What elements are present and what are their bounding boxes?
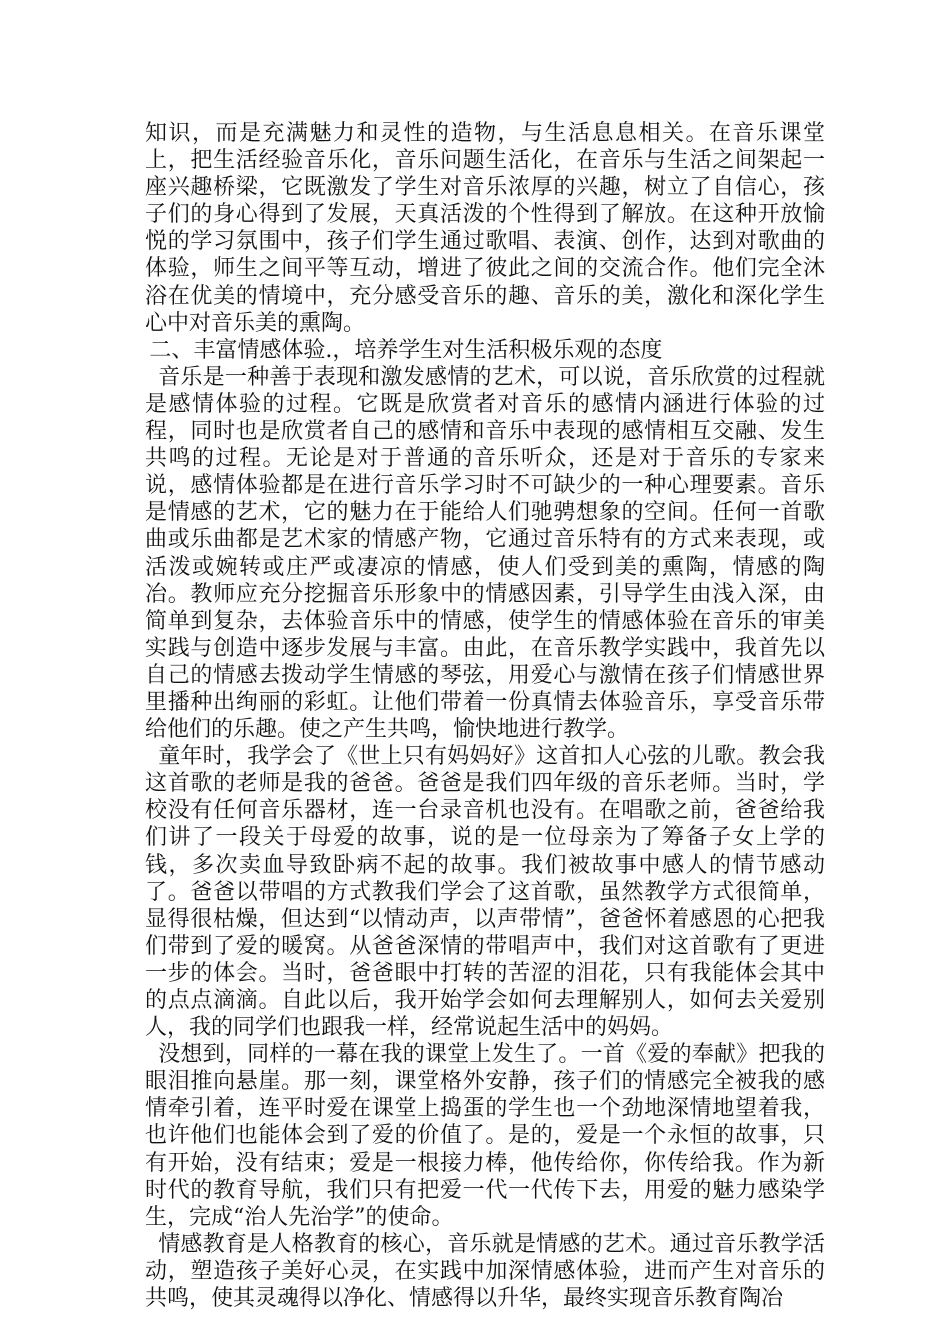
body-paragraph-emotion: 音乐是一种善于表现和激发感情的艺术，可以说，音乐欣赏的过程就是感情体验的过程。它既是欣赏者对音乐的感情内涵进行体验的过程，同时也是欣赏者自己的感情和音乐中表现的感情相互交融、发生共鸣的过程。无论是对于普通的音乐听众，还是对于音乐的专家来说，感情体验都是在进行音乐学习时不可缺少的一种心理要素。音乐是情感的艺术，它的魅力在于能给人们驰骋想象的空间。任何一首歌曲或乐曲都是艺术家的情感产物，它通过音乐特有的方式来表现，或活泼或婉转或庄严或凄凉的情感，使人们受到美的熏陶，情感的陶冶。教师应充分挖掘音乐形象中的情感因素，引导学生由浅入深，由简单到复杂，去体验音乐中的情感，使学生的情感体验在音乐的审美实践与创造中逐步发展与丰富。由此，在音乐教学实践中，我首先以自己的情感去拨动学生情感的琴弦，用爱心与激情在孩子们情感世界里播种出绚丽的彩虹。让他们带着一份真情去体验音乐，享受音乐带给他们的乐趣。使之产生共鸣，愉快地进行教学。 bbox=[145, 364, 825, 743]
document-page bbox=[145, 120, 825, 1312]
body-paragraph-continuation: 知识，而是充满魅力和灵性的造物，与生活息息相关。在音乐课堂上，把生活经验音乐化，音乐问题生活化，在音乐与生活之间架起一座兴趣桥梁，它既激发了学生对音乐浓厚的兴趣，树立了自信心，孩子们的身心得到了发展，天真活泼的个性得到了解放。在这种开放愉悦的学习氛围中，孩子们学生通过歌唱、表演、创作，达到对歌曲的体验，师生之间平等互动，增进了彼此之间的交流合作。他们完全沐浴在优美的情境中，充分感受音乐的趣、音乐的美，激化和深化学生心中对音乐美的熏陶。 bbox=[145, 121, 825, 336]
body-paragraph-childhood: 童年时，我学会了《世上只有妈妈好》这首扣人心弦的儿歌。教会我这首歌的老师是我的爸爸。爸爸是我们四年级的音乐老师。当时，学校没有任何音乐器材，连一台录音机也没有。在唱歌之前，爸爸给我们讲了一段关于母爱的故事，说的是一位母亲为了筹备子女上学的钱，多次卖血导致卧病不起的故事。我们被故事中感人的情节感动了。爸爸以带唱的方式教我们学会了这首歌，虽然教学方式很简单，显得很枯燥，但达到“以情动声，以声带情”，爸爸怀着感恩的心把我们带到了爱的暖窝。从爸爸深情的带唱声中，我们对这首歌有了更进一步的体会。当时，爸爸眼中打转的苦涩的泪花，只有我能体会其中的点点滴滴。自此以后，我开始学会如何去理解别人，如何去关爱别人，我的同学们也跟我一样，经常说起生活中的妈妈。 bbox=[145, 744, 825, 1041]
body-paragraph-classroom: 没想到，同样的一幕在我的课堂上发生了。一首《爱的奉献》把我的眼泪推向悬崖。那一刻，课堂格外安静，孩子们的情感完全被我的感情牵引着，连平时爱在课堂上捣蛋的学生也一个劲地深情地望着我，也许他们也能体会到了爱的价值了。是的，爱是一个永恒的故事，只有开始，没有结束；爱是一根接力棒，他传给你，你传给我。作为新时代的教育导航，我们只有把爱一代一代传下去，用爱的魅力感染学生，完成“治人先治学”的使命。 bbox=[145, 1042, 825, 1230]
section-heading: 二、丰富情感体验.，培养学生对生活积极乐观的态度 bbox=[149, 337, 663, 363]
body-paragraph-conclusion: 情感教育是人格教育的核心，音乐就是情感的艺术。通过音乐教学活动，塑造孩子美好心灵，在实践中加深情感体验，进而产生对音乐的共鸣，使其灵魂得以净化、情感得以升华，最终实现音乐教育陶冶 bbox=[145, 1231, 825, 1312]
